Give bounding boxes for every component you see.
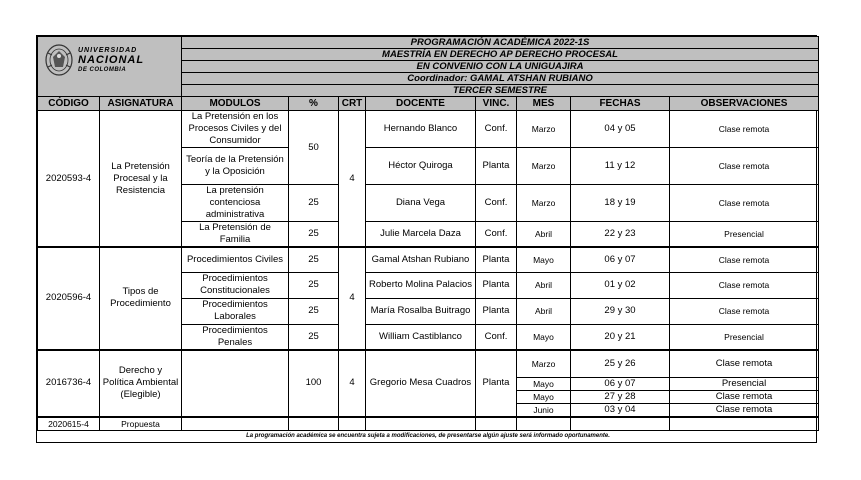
course-credits: 4 xyxy=(339,111,366,248)
col-month: MES xyxy=(517,97,571,111)
col-credits: CRT xyxy=(339,97,366,111)
observation: Clase remota xyxy=(670,148,819,185)
col-percent: % xyxy=(289,97,339,111)
logo-line2: NACIONAL xyxy=(78,53,145,66)
teacher-vinc: Planta xyxy=(476,148,517,185)
observation: Clase remota xyxy=(670,272,819,298)
header-coordinator: Coordinador: GAMAL ATSHAN RUBIANO xyxy=(182,73,819,85)
teacher-name: Diana Vega xyxy=(366,185,476,222)
month: Marzo xyxy=(517,148,571,185)
dates: 22 y 23 xyxy=(571,222,670,248)
dates: 18 y 19 xyxy=(571,185,670,222)
university-logo xyxy=(44,43,144,77)
col-code: CÓDIGO xyxy=(38,97,100,111)
teacher-vinc: Conf. xyxy=(476,185,517,222)
table-row xyxy=(38,350,819,378)
course-name: Propuesta xyxy=(100,417,182,431)
course-credits xyxy=(339,417,366,431)
teacher-vinc: Planta xyxy=(476,350,517,418)
course-code: 2020615-4 xyxy=(38,417,100,431)
month: Marzo xyxy=(517,350,571,378)
course-code: 2016736-4 xyxy=(38,350,100,418)
dates: 04 y 05 xyxy=(571,111,670,148)
teacher-name: Héctor Quiroga xyxy=(366,148,476,185)
col-teacher: DOCENTE xyxy=(366,97,476,111)
footer-note: La programación académica se encuentra sujeta a modificaciones, de presentarse algún ajuste será informado oportunamente. xyxy=(38,431,819,443)
module-name: Procedimientos Civiles xyxy=(182,247,289,272)
teacher-vinc: Planta xyxy=(476,247,517,272)
teacher-vinc: Planta xyxy=(476,272,517,298)
col-vinc: VINC. xyxy=(476,97,517,111)
col-dates: FECHAS xyxy=(571,97,670,111)
col-subject: ASIGNATURA xyxy=(100,97,182,111)
col-modules: MODULOS xyxy=(182,97,289,111)
teacher-vinc: Conf. xyxy=(476,222,517,248)
month: Mayo xyxy=(517,391,571,404)
module-name: La Pretensión de Familia xyxy=(182,222,289,248)
module-name: Procedimientos Laborales xyxy=(182,298,289,324)
dates: 27 y 28 xyxy=(571,391,670,404)
teacher-name xyxy=(366,417,476,431)
observation: Clase remota xyxy=(670,111,819,148)
module-percent: 25 xyxy=(289,298,339,324)
observation: Clase remota xyxy=(670,350,819,378)
module-name: La Pretensión en los Procesos Civiles y del Consumidor xyxy=(182,111,289,148)
course-code: 2020596-4 xyxy=(38,247,100,350)
teacher-name: Gamal Atshan Rubiano xyxy=(366,247,476,272)
month: Abril xyxy=(517,272,571,298)
table-row xyxy=(38,111,819,148)
month: Mayo xyxy=(517,324,571,350)
header-program: MAESTRÍA EN DERECHO AP DERECHO PROCESAL xyxy=(182,49,819,61)
observation: Clase remota xyxy=(670,298,819,324)
teacher-vinc: Planta xyxy=(476,298,517,324)
month: Marzo xyxy=(517,111,571,148)
module-name: La pretensión contenciosa administrativa xyxy=(182,185,289,222)
header-semester: TERCER SEMESTRE xyxy=(182,85,819,97)
header-agreement: EN CONVENIO CON LA UNIGUAJIRA xyxy=(182,61,819,73)
teacher-vinc xyxy=(476,417,517,431)
teacher-name: William Castiblanco xyxy=(366,324,476,350)
dates: 01 y 02 xyxy=(571,272,670,298)
schedule-table xyxy=(37,36,819,442)
module-name: Procedimientos Constitucionales xyxy=(182,272,289,298)
col-observations: OBSERVACIONES xyxy=(670,97,819,111)
month: Marzo xyxy=(517,185,571,222)
observation: Presencial xyxy=(670,378,819,391)
teacher-name: Hernando Blanco xyxy=(366,111,476,148)
month xyxy=(517,417,571,431)
dates: 11 y 12 xyxy=(571,148,670,185)
dates: 29 y 30 xyxy=(571,298,670,324)
module-percent: 25 xyxy=(289,247,339,272)
dates: 06 y 07 xyxy=(571,378,670,391)
crest-icon xyxy=(44,43,74,77)
month: Mayo xyxy=(517,247,571,272)
observation: Clase remota xyxy=(670,185,819,222)
logo-cell xyxy=(38,37,182,97)
observation: Clase remota xyxy=(670,391,819,404)
month: Junio xyxy=(517,404,571,418)
module-name xyxy=(182,417,289,431)
module-name xyxy=(182,350,289,418)
dates: 06 y 07 xyxy=(571,247,670,272)
course-credits: 4 xyxy=(339,350,366,418)
academic-schedule-sheet xyxy=(36,35,817,443)
observation: Presencial xyxy=(670,324,819,350)
teacher-name: Gregorio Mesa Cuadros xyxy=(366,350,476,418)
teacher-vinc: Conf. xyxy=(476,324,517,350)
logo-line1: UNIVERSIDAD xyxy=(78,46,138,54)
dates: 25 y 26 xyxy=(571,350,670,378)
module-name: Procedimientos Penales xyxy=(182,324,289,350)
course-code: 2020593-4 xyxy=(38,111,100,248)
course-name: La Pretensión Procesal y la Resistencia xyxy=(100,111,182,248)
logo-line3: DE COLOMBIA xyxy=(78,66,127,73)
header-title: PROGRAMACIÓN ACADÉMICA 2022-1S xyxy=(182,37,819,49)
dates xyxy=(571,417,670,431)
teacher-name: Julie Marcela Daza xyxy=(366,222,476,248)
module-percent: 50 xyxy=(289,111,339,185)
module-percent: 25 xyxy=(289,324,339,350)
module-percent: 25 xyxy=(289,185,339,222)
month: Abril xyxy=(517,222,571,248)
course-credits: 4 xyxy=(339,247,366,350)
observation: Clase remota xyxy=(670,247,819,272)
observation xyxy=(670,417,819,431)
teacher-name: Roberto Molina Palacios xyxy=(366,272,476,298)
module-percent: 25 xyxy=(289,272,339,298)
dates: 03 y 04 xyxy=(571,404,670,418)
module-name: Teoría de la Pretensión y la Oposición xyxy=(182,148,289,185)
module-percent: 25 xyxy=(289,222,339,248)
observation: Clase remota xyxy=(670,404,819,418)
table-row xyxy=(38,247,819,272)
dates: 20 y 21 xyxy=(571,324,670,350)
observation: Presencial xyxy=(670,222,819,248)
module-percent xyxy=(289,417,339,431)
module-percent: 100 xyxy=(289,350,339,418)
teacher-vinc: Conf. xyxy=(476,111,517,148)
month: Mayo xyxy=(517,378,571,391)
month: Abril xyxy=(517,298,571,324)
course-name: Derecho y Política Ambiental (Elegible) xyxy=(100,350,182,418)
table-row xyxy=(38,417,819,431)
course-name: Tipos de Procedimiento xyxy=(100,247,182,350)
teacher-name: María Rosalba Buitrago xyxy=(366,298,476,324)
